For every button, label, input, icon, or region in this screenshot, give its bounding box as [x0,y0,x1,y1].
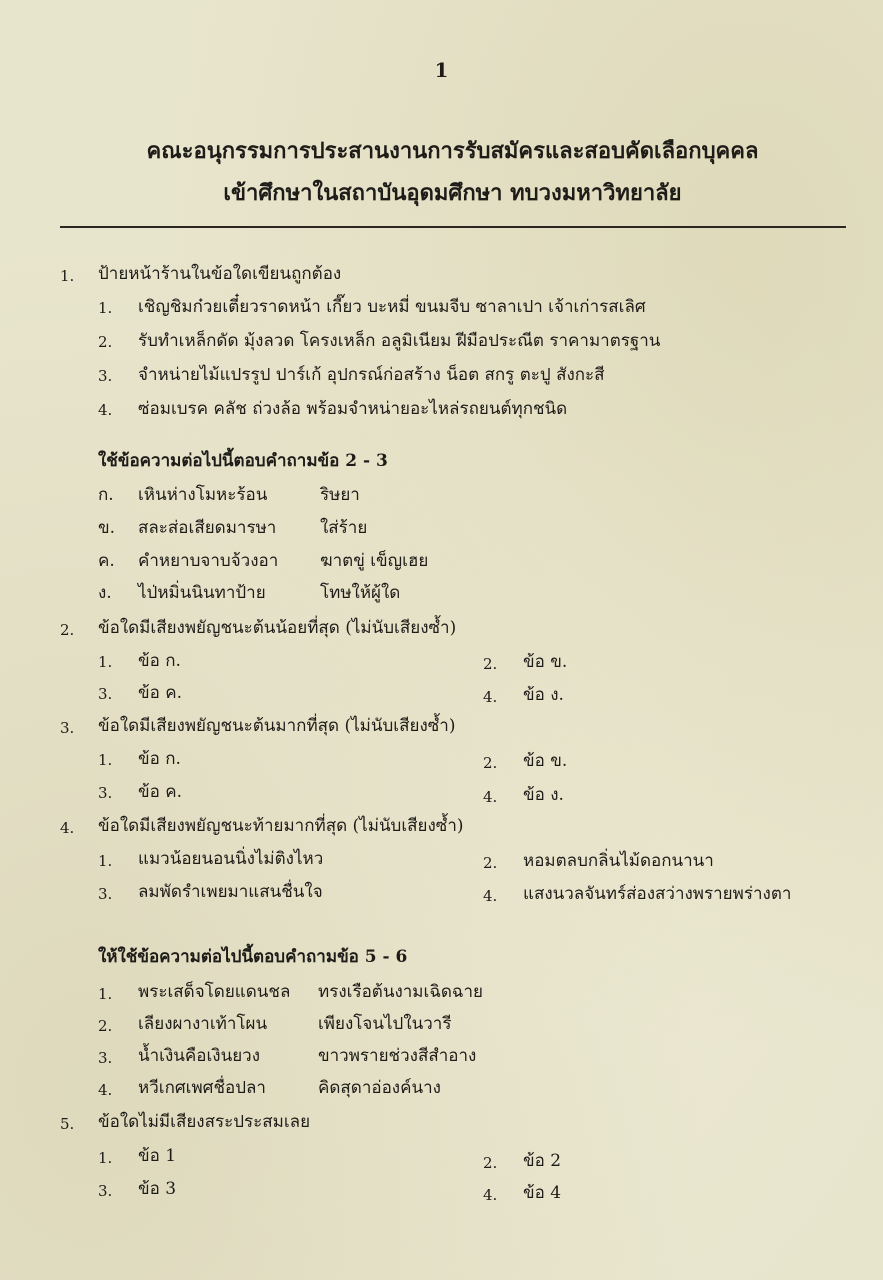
option-text: ข้อ ง. [523,685,564,705]
verse-first-half: สละส่อเสียดมารษา [138,518,277,538]
verse-second-half: ใส่ร้าย [320,518,368,538]
passage-heading: ให้ใช้ข้อความต่อไปนี้ตอบคำถามข้อ 5 - 6 [98,947,408,967]
option-number: 2. [483,655,498,673]
verse-label: 1. [98,985,113,1003]
option-text: แมวน้อยนอนนิ่งไม่ติงไหว [138,849,324,869]
verse-second-half: ริษยา [320,485,360,505]
verse-second-half: เพียงโจนไปในวารี [318,1014,452,1034]
verse-first-half: เหินห่างโมหะร้อน [138,485,268,505]
verse-label: ข. [98,518,116,538]
option-number: 2. [483,854,498,872]
question-text: ข้อใดมีเสียงพยัญชนะท้ายมากที่สุด (ไม่นับเสียงซ้ำ) [98,816,464,836]
option-number: 3. [98,1182,113,1200]
option-number: 4. [483,688,498,706]
header-line-2: เข้าศึกษาในสถาบันอุดมศึกษา ทบวงมหาวิทยาลัย [223,180,682,206]
option-text: ข้อ ข. [523,652,568,672]
option-number: 1. [98,751,113,769]
option-text: ข้อ ก. [138,651,181,671]
option-number: 1. [98,653,113,671]
option-number: 3. [98,367,113,385]
question-number: 4. [60,819,75,837]
option-number: 4. [483,887,498,905]
option-text: ข้อ ข. [523,751,568,771]
option-text: เชิญชิมก๋วยเตี๋ยวราดหน้า เกี๊ยว บะหมี่ ขนมจีบ ซาลาเปา เจ้าเก่ารสเลิศ [138,297,646,317]
option-text: หอมตลบกลิ่นไม้ดอกนานา [523,851,714,871]
verse-second-half: ฆาตขู่ เข็ญเฮย [320,551,429,571]
header-divider [60,226,846,228]
verse-label: ค. [98,551,115,571]
question-number: 2. [60,621,75,639]
option-number: 4. [483,788,498,806]
option-text: ข้อ ก. [138,749,181,769]
option-number: 1. [98,1149,113,1167]
verse-second-half: ทรงเรือต้นงามเฉิดฉาย [318,982,484,1002]
verse-first-half: น้ำเงินคือเงินยวง [138,1046,261,1066]
option-text: ข้อ 2 [523,1151,562,1171]
option-text: ข้อ 3 [138,1179,177,1199]
option-text: แสงนวลจันทร์ส่องสว่างพรายพร่างตา [523,884,792,904]
verse-first-half: ไป่หมิ่นนินทาป้าย [138,583,266,603]
question-text: ข้อใดไม่มีเสียงสระประสมเลย [98,1112,311,1132]
question-text: ข้อใดมีเสียงพยัญชนะต้นน้อยที่สุด (ไม่นับเสียงซ้ำ) [98,618,457,638]
option-text: ข้อ ง. [523,785,564,805]
option-number: 3. [98,784,113,802]
option-number: 4. [98,401,113,419]
option-text: ลมพัดรำเพยมาแสนชื่นใจ [138,882,323,902]
page-number: 1 [434,58,449,82]
verse-label: ก. [98,485,114,505]
verse-label: 4. [98,1081,113,1099]
question-text: ข้อใดมีเสียงพยัญชนะต้นมากที่สุด (ไม่นับเสียงซ้ำ) [98,716,456,736]
verse-first-half: เลียงผางาเท้าโผน [138,1014,268,1034]
question-number: 5. [60,1115,75,1133]
option-text: ข้อ 4 [523,1183,562,1203]
verse-second-half: คิดสุดาอ่องค์นาง [318,1078,441,1098]
option-text: จำหน่ายไม้แปรรูป ปาร์เก้ อุปกรณ์ก่อสร้าง น็อต สกรู ตะปู สังกะสี [138,365,605,385]
verse-label: 3. [98,1049,113,1067]
option-text: ข้อ ค. [138,683,183,703]
verse-second-half: ขาวพรายช่วงสีสำอาง [318,1046,477,1066]
option-number: 2. [483,754,498,772]
question-text: ป้ายหน้าร้านในข้อใดเขียนถูกต้อง [98,264,342,284]
verse-second-half: โทษให้ผู้ใด [320,583,401,603]
verse-label: ง. [98,583,112,603]
option-text: ซ่อมเบรค คลัช ถ่วงล้อ พร้อมจำหน่ายอะไหล่รถยนต์ทุกชนิด [138,399,568,419]
option-number: 1. [98,299,113,317]
option-number: 4. [483,1186,498,1204]
option-number: 1. [98,852,113,870]
verse-first-half: คำหยาบจาบจ้วงอา [138,551,279,571]
header-line-1: คณะอนุกรรมการประสานงานการรับสมัครและสอบคัดเลือกบุคคล [146,138,759,164]
option-text: รับทำเหล็กดัด มุ้งลวด โครงเหล็ก อลูมิเนียม ฝีมือประณีต ราคามาตรฐาน [138,331,661,351]
verse-first-half: พระเสด็จโดยแดนชล [138,982,291,1002]
question-number: 3. [60,719,75,737]
option-text: ข้อ ค. [138,782,183,802]
passage-heading: ใช้ข้อความต่อไปนี้ตอบคำถามข้อ 2 - 3 [98,451,388,471]
option-number: 3. [98,885,113,903]
option-number: 2. [483,1154,498,1172]
verse-first-half: หวีเกศเพศชื่อปลา [138,1078,266,1098]
question-number: 1. [60,267,75,285]
option-number: 3. [98,685,113,703]
verse-label: 2. [98,1017,113,1035]
option-text: ข้อ 1 [138,1146,177,1166]
option-number: 2. [98,333,113,351]
